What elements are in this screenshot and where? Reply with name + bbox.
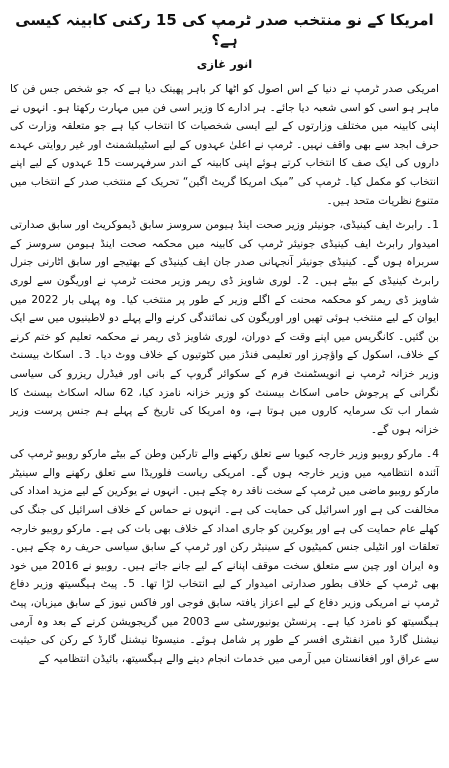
article-paragraph: امریکی صدر ٹرمپ نے دنیا کے اس اصول کو اٹھا کر باہر پھینک دیا ہے کہ جو شخص جس فن کا ماہر ہو اسی کو اسی شعبہ دیا جائے۔ ہر ادارے کا وزیر اسی فن میں مہارت رکھتا ہو۔ انہوں نے اپنی کابینہ میں مختلف وزارتوں کے لیے ایسی شخصیات کا انتخاب کیا ہے جو متعلقہ وزارت کی حرف ابجد سے بھی واقف نہیں۔ ٹرمپ نے اعلیٰ عہدوں کے لیے اسٹیبلشمنٹ اور غیر روایتی عہدے داروں کی ایک صف کا انتخاب کرتے ہوئے اپنی کابینہ کے اندر سرفہرست 15 عہدوں کے لیے اپنے انتخاب کو مکمل کیا۔ ٹرمپ کی ”میک امریکا گریٹ اگین“ تحریک کے منتخب صدر کے انتخاب میں متنوع نظریات متحد ہیں۔ <box>10 83 439 207</box>
author-byline: انور غازی <box>196 57 253 71</box>
article-paragraph: 4۔ مارکو روبیو وزیر خارجہ کیوبا سے تعلق رکھنے والے تارکین وطن کے بیٹے مارکو روبیو ٹرمپ کی آئندہ انتظامیہ میں وزیر خارجہ ہوں گے۔ امریکی ریاست فلوریڈا سے تعلق رکھنے والے سینیٹر مارکو روبیو ماضی میں ٹرمپ کے سخت ناقد رہ چکے ہیں۔ انہوں نے یوکرین کے لیے مزید امداد کی مخالفت کی ہے اور اسرائیل کی حمایت کی ہے۔ انہوں نے حماس کے خلاف اسرائیل کی جنگ کی کھلے عام حمایت کی ہے اور یوکرین کو جاری امداد کے خلاف بھی بات کی ہے۔ مارکو روبیو خارجہ تعلقات اور انٹیلی جنس کمیٹیوں کے سینیٹر رکن اور ٹرمپ کے سابق سیاسی حریف رہ چکے ہیں۔ وہ ایران اور چین سے متعلق سخت موقف اپنانے کے لیے جانے جاتے ہیں۔ روبیو نے 2016 میں خود بھی ٹرمپ کے خلاف بطور صدارتی امیدوار کے لیے انتخاب لڑا تھا۔ 5۔ پیٹ ہیگسیتھ وزیر دفاع ٹرمپ نے امریکی وزیر دفاع کے لیے اعزاز یافتہ سابق فوجی اور فاکس نیوز کے سابق میزبان، پیٹ ہیگسیتھ کو نامزد کیا ہے۔ پرنسٹن یونیورسٹی سے 2003 میں گریجویشن کرنے کے بعد وہ آرمی نیشنل گارڈ میں انفنٹری افسر کے طور پر شامل ہوئے۔ منیسوٹا نیشنل گارڈ کے رکن کی حیثیت سے عراق اور افغانستان میں آرمی میں خدمات انجام دینے والے ہیگسیتھ، بائیڈن انتظامیہ کے <box>10 448 439 665</box>
article-body <box>10 80 439 668</box>
article-paragraph: 1۔ رابرٹ ایف کینیڈی، جونیئر وزیر صحت اینڈ ہیومن سروسز سابق ڈیموکریٹ اور سابق صدارتی امیدوار رابرٹ ایف کینیڈی جونیئر ٹرمپ کی کابینہ میں محکمہ صحت اینڈ ہیومن سروسز کے سربراہ ہوں گے۔ کینیڈی جونیئر آنجہانی صدر جان ایف کینیڈی کے بھتیجے اور سابق اٹارنی جنرل رابرٹ کینیڈی کے بیٹے ہیں۔ 2۔ لوری شاویز ڈی ریمر وزیر محنت ٹرمپ نے اوریگون سے لوری شاویز ڈی ریمر کو محکمہ محنت کے اگلے وزیر کے طور پر منتخب کیا۔ وہ پہلی بار 2022 میں ایوان کے لیے منتخب ہوئی تھیں اور اوریگون کی نمائندگی کرنے والے پہلے دو لاطینیوں میں سے ایک بن گئیں۔ کانگریس میں اپنے وقت کے دوران، لوری شاویز ڈی ریمر نے محکمہ تعلیم کو ختم کرنے کے خلاف، اسکول کے واؤچرز اور تعلیمی فنڈز میں کٹوتیوں کے خلاف ووٹ دیا۔ 3۔ اسکاٹ بیسنٹ وزیر خزانہ ٹرمپ نے انویسٹمنٹ فرم کے سکوائر گروپ کے بانی اور فیڈرل ریزرو کی سیاسی نگرانی کے پرجوش حامی اسکاٹ بیسنٹ کو وزیر خزانہ نامزد کیا، 62 سالہ اسکاٹ بیسنٹ کا شمار اب تک سرمایہ کاروں میں ہوتا ہے، وہ امریکا کی تاریخ کے پہلے ہم جنس پرست وزیر خزانہ ہوں گے۔ <box>10 219 440 436</box>
article-headline: امریکا کے نو منتخب صدر ٹرمپ کی 15 رکنی کابینہ کیسی ہے؟ <box>15 11 434 49</box>
